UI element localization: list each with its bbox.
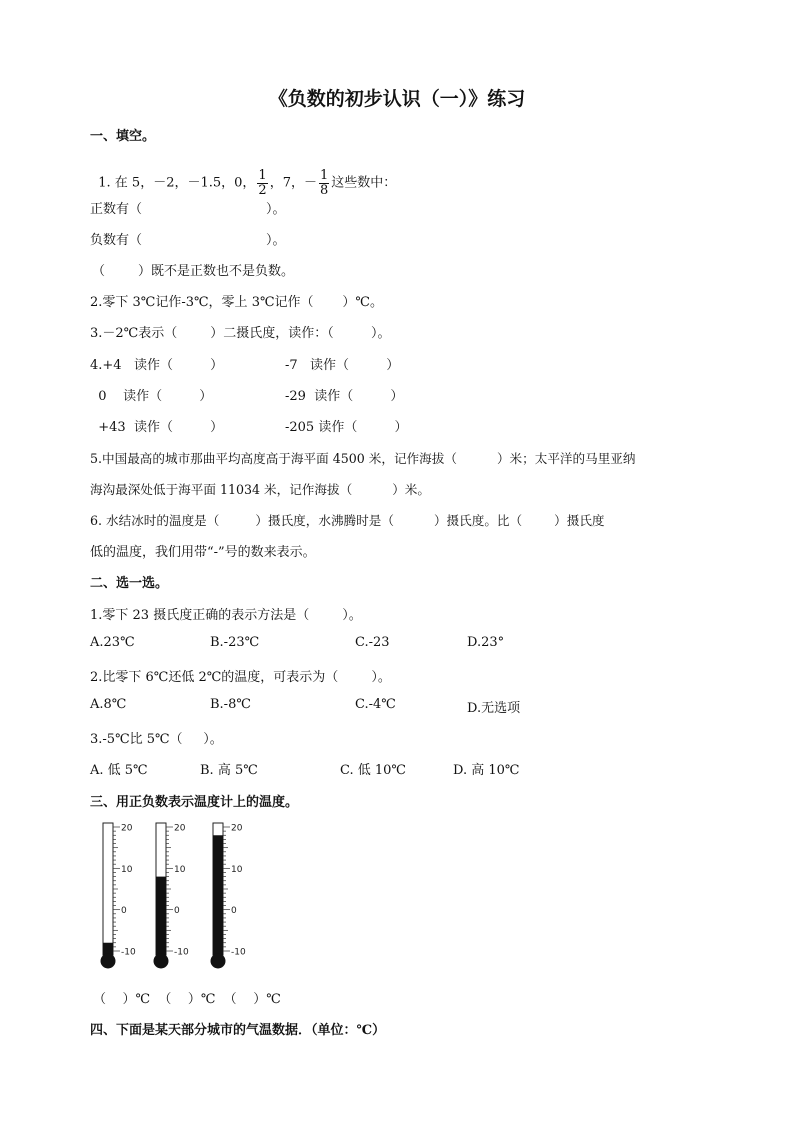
q4-r1c2: -7 读作（ ） xyxy=(285,358,400,373)
thermometer-scale-label: 10 xyxy=(174,864,186,875)
thermometer-scale-label: 0 xyxy=(174,906,180,917)
q1-negative-line: 负数有（ ）。 xyxy=(90,233,286,248)
q6-line2: 低的温度，我们用带“-”号的数来表示。 xyxy=(90,545,316,560)
thermometer-mercury xyxy=(213,835,223,955)
q1-positive-line: 正数有（ ）。 xyxy=(90,202,286,217)
thermometer-figure xyxy=(90,815,270,975)
q1-line xyxy=(90,154,396,197)
thermometer-mercury xyxy=(156,877,166,955)
page-title: 《负数的初步认识（一）》练习 xyxy=(268,88,526,110)
thermometer-bulb xyxy=(101,954,116,969)
s2-q3-line: 3.-5℃比 5℃（ ）。 xyxy=(90,732,223,747)
q5-line2: 海沟最深处低于海平面 11034 米，记作海拔（ ）米。 xyxy=(90,482,430,497)
s2-q1-option-a: A.23℃ xyxy=(90,635,135,650)
q6-line1: 6. 水结冰时的温度是（ ）摄氏度，水沸腾时是（ ）摄氏度。比（ ）摄氏度 xyxy=(90,513,605,528)
q1-neither-line: （ ）既不是正数也不是负数。 xyxy=(92,264,295,279)
s2-q2-option-c: C.-4℃ xyxy=(355,697,396,712)
q5-line1: 5.中国最高的城市那曲平均高度高于海平面 4500 米，记作海拔（ ）米；太平洋的马里亚纳 xyxy=(90,451,636,466)
thermometer-tube xyxy=(103,823,113,955)
q4-r2c1: 0 读作（ ） xyxy=(90,389,213,404)
section4-heading: 四、下面是某天部分城市的气温数据．（单位：℃） xyxy=(90,1023,386,1038)
thermometer-bulb xyxy=(154,954,169,969)
s2-q1-option-b: B.-23℃ xyxy=(210,635,260,650)
s2-q3-option-a: A. 低 5℃ xyxy=(90,763,148,778)
s2-q1-option-c: C.-23 xyxy=(355,635,390,650)
thermometer-scale-label: -10 xyxy=(174,947,189,958)
thermometer-scale-label: -10 xyxy=(121,947,136,958)
section3-heading: 三、用正负数表示温度计上的温度。 xyxy=(90,795,299,810)
q1-mid: ，7，－ xyxy=(269,175,317,191)
thermometer-mercury xyxy=(103,943,113,955)
s2-q2-option-b: B.-8℃ xyxy=(210,697,251,712)
thermometer-answers: （ ）℃ （ ）℃ （ ）℃ xyxy=(93,992,281,1007)
q3-line: 3.－2℃表示（ ）二摄氏度，读作：（ ）。 xyxy=(90,326,391,341)
q1-prefix: 1. 在 5，－2，－1.5，0， xyxy=(98,175,256,191)
thermometer-scale-label: 20 xyxy=(231,823,243,834)
q2-line: 2.零下 3℃记作-3℃，零上 3℃记作（ ）℃。 xyxy=(90,295,383,310)
thermometer-scale-label: 0 xyxy=(121,906,127,917)
s2-q3-option-c: C. 低 10℃ xyxy=(340,763,406,778)
s2-q3-option-b: B. 高 5℃ xyxy=(200,763,258,778)
q1-suffix: 这些数中： xyxy=(331,175,397,191)
thermometer-scale-label: 0 xyxy=(231,906,237,917)
thermometer-scale-label: 20 xyxy=(121,823,133,834)
s2-q1-option-d: D.23° xyxy=(467,635,505,650)
q4-r3c2: -205 读作（ ） xyxy=(285,420,408,435)
thermometer-scale-label: 10 xyxy=(231,864,243,875)
s2-q2-option-d: D.无选项 xyxy=(467,701,521,716)
s2-q1-line: 1.零下 23 摄氏度正确的表示方法是（ ）。 xyxy=(90,608,362,623)
thermometer-bulb xyxy=(211,954,226,969)
q4-r1c1: 4.+4 读作（ ） xyxy=(90,358,224,373)
q4-r3c1: +43 读作（ ） xyxy=(90,420,224,435)
thermometer-scale-label: 10 xyxy=(121,864,133,875)
s2-q2-option-a: A.8℃ xyxy=(90,697,127,712)
thermometer-scale-label: 20 xyxy=(174,823,186,834)
s2-q3-option-d: D. 高 10℃ xyxy=(453,763,520,778)
section2-heading: 二、选一选。 xyxy=(90,576,169,591)
section1-heading: 一、填空。 xyxy=(90,129,156,144)
fraction-one-eighth: $\frac{1}{8}$ xyxy=(319,168,329,198)
s2-q2-line: 2.比零下 6℃还低 2℃的温度，可表示为（ ）。 xyxy=(90,670,391,685)
q4-r2c2: -29 读作（ ） xyxy=(285,389,404,404)
thermometer-scale-label: -10 xyxy=(231,947,246,958)
fraction-one-half: $\frac{1}{2}$ xyxy=(258,168,267,198)
